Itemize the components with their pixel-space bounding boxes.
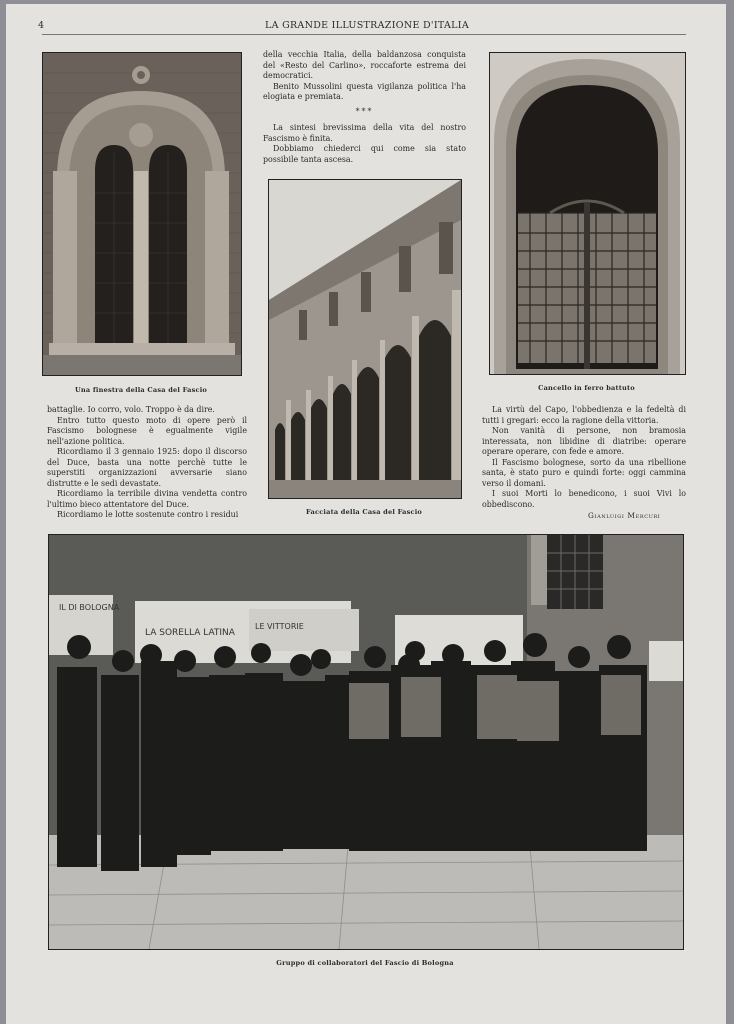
paragraph: Dobbiamo chiederci qui come sia stato possibile tanta ascesa. [263,144,466,164]
text-column-left [47,405,247,521]
paragraph: Ricordiamo le lotte sostenute contro i residui [57,510,239,519]
group-caption: Gruppo di collaboratori del Fascio di Bologna [276,959,454,967]
paragraph: Benito Mussolini questa vigilanza politica l'ha elogiata e premiata. [263,81,466,101]
poster-text: LE VITTORIE [255,622,304,631]
paragraph: La virtù del Capo, l'obbedienza e la fedeltà di tutti i gregari: ecco la ragione della vittoria. [482,405,686,425]
section-break: *** [355,106,374,116]
header-rule [42,34,686,35]
window-photo [42,52,242,376]
paragraph: Il Fascismo bolognese, sorto da una ribellione santa, è stato puro e quindi forte: oggi cammina verso il domani. [482,457,686,488]
window-caption: Una finestra della Casa del Fascio [74,386,208,394]
author-signature: Gianluigi Mercuri [588,511,661,520]
gate-photo [489,52,686,375]
paragraph: battaglie. Io corro, volo. Troppo è da dire. [47,405,215,414]
running-head: LA GRANDE ILLUSTRAZIONE D'ITALIA [265,20,469,31]
facade-caption: Facciata della Casa del Fascio [305,508,423,516]
poster-text: LA SORELLA LATINA [145,628,235,638]
paragraph: Entro tutto questo moto di opere però il Fascismo bolognese è egualmente vigile nell'azione politica. [47,415,247,446]
text-column-right [482,405,686,510]
paragraph: della vecchia Italia, della baldanzosa conquista del «Resto del Carlino», roccaforte estrema dei democratici. [263,50,466,80]
facade-photo [268,179,462,499]
group-photo [48,534,684,950]
paragraph: Non vanità di persone, non bramosia interessata, non libidine di diatribe: operare operare operare, con fede e amore. [482,426,686,456]
text-column-center [263,50,466,165]
paragraph: Ricordiamo il 3 gennaio 1925: dopo il discorso del Duce, basta una notte perchè tutte le superstiti organizzazioni avversarie siano distrutte e le sedi devastate. [47,447,247,488]
page-number: 4 [38,20,45,31]
paragraph: I suoi Morti lo benedicono, i suoi Vivi lo obbediscono. [482,489,686,509]
paragraph: La sintesi brevissima della vita del nostro Fascismo è finita. [263,123,466,143]
poster-text: IL DI BOLOGNA [59,603,120,612]
gate-caption: Cancello in ferro battuto [538,384,635,392]
paragraph: Ricordiamo la terribile divina vendetta contro l'ultimo bieco attentatore del Duce. [47,489,247,509]
